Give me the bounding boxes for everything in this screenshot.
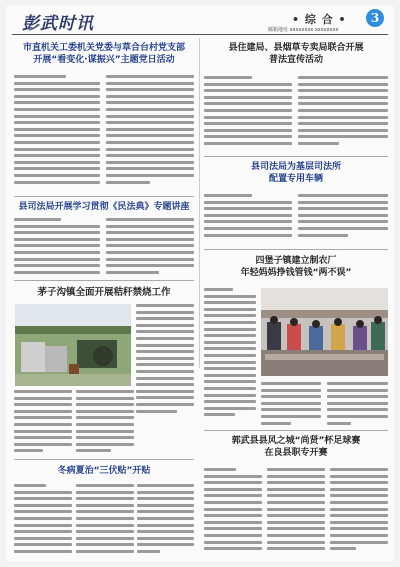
article-divider bbox=[204, 156, 388, 157]
article-1-body-col-2 bbox=[106, 75, 194, 193]
article-4-body-col-1 bbox=[14, 484, 72, 556]
article-1-headline bbox=[14, 43, 194, 66]
article-6-headline-line-2: 配置专用车辆 bbox=[268, 173, 323, 184]
article-divider bbox=[14, 196, 194, 197]
article-2-body-col-2 bbox=[106, 218, 194, 278]
article-7-headline-line-2: 年轻妈妈挣钱管钱“两不误” bbox=[240, 267, 352, 278]
article-3-body-col-1 bbox=[136, 304, 194, 422]
article-6-headline-line-1: 县司法局为基层司法所 bbox=[250, 162, 341, 172]
article-7-photo bbox=[261, 288, 388, 376]
article-5-headline-line-2: 普法宣传活动 bbox=[268, 54, 323, 65]
masthead bbox=[6, 6, 394, 34]
article-8-body-col-2 bbox=[267, 468, 325, 556]
article-divider bbox=[204, 249, 388, 250]
article-3-body-col-2 bbox=[14, 390, 72, 456]
article-7-headline-line-1: 四堡子镇建立制农厂 bbox=[255, 256, 337, 266]
article-3-headline: 茅子沟镇全面开展秸秆禁烧工作 bbox=[37, 287, 171, 298]
article-8-body-col-3 bbox=[330, 468, 388, 556]
article-3-body-col-3 bbox=[76, 390, 134, 456]
article-8-headline-line-1: 郭武县县风之城“尚贤”杯足球赛 bbox=[231, 436, 361, 446]
article-5-headline bbox=[204, 43, 388, 66]
field-photo-image bbox=[15, 304, 131, 386]
article-2-headline: 县司法局开展学习贯彻《民法典》专题讲座 bbox=[18, 202, 190, 212]
article-5-headline-line-1: 县住建局、县烟草专卖局联合开展 bbox=[228, 43, 364, 53]
article-4-headline: 冬病夏治“三伏贴”开贴 bbox=[57, 466, 151, 476]
article-divider bbox=[14, 280, 194, 281]
article-divider bbox=[204, 430, 388, 431]
article-4-body-col-3 bbox=[137, 484, 194, 556]
article-divider bbox=[14, 459, 194, 460]
article-1-headline-line-2: 开展“看变化·谋振兴”主题党日活动 bbox=[33, 54, 175, 65]
article-7-body-col-2 bbox=[261, 382, 321, 428]
workshop-photo-image bbox=[261, 288, 388, 376]
article-6-headline bbox=[204, 162, 388, 185]
article-8-body-col-1 bbox=[204, 468, 262, 556]
article-5-body-col-1 bbox=[204, 76, 292, 152]
article-4-body-col-2 bbox=[76, 484, 134, 556]
article-1-headline-line-1: 市直机关工委机关党委与草合台村党支部 bbox=[22, 43, 185, 53]
masthead-title: 彭武时讯 bbox=[22, 14, 94, 34]
article-3-photo bbox=[15, 304, 131, 386]
masthead-info: 邮箱地址 xxxxxxxx xxxxxxxx bbox=[268, 27, 339, 33]
article-7-body-col-3 bbox=[327, 382, 388, 428]
newspaper-page bbox=[6, 6, 394, 561]
article-7-headline bbox=[204, 256, 388, 279]
article-8-headline bbox=[204, 436, 388, 459]
article-7-body-col-1 bbox=[204, 288, 256, 426]
section-name: • 综 合 • bbox=[292, 13, 347, 26]
column-divider bbox=[199, 38, 200, 368]
article-8-headline-line-2: 在良县职专开赛 bbox=[264, 447, 328, 458]
article-2-body-col-1 bbox=[14, 218, 100, 278]
article-6-body-col-1 bbox=[204, 194, 292, 246]
article-1-body-col-1 bbox=[14, 75, 100, 193]
masthead-divider bbox=[12, 34, 388, 35]
article-6-body-col-2 bbox=[298, 194, 388, 246]
article-5-body-col-2 bbox=[298, 76, 388, 152]
page-number-badge: 3 bbox=[366, 9, 384, 27]
